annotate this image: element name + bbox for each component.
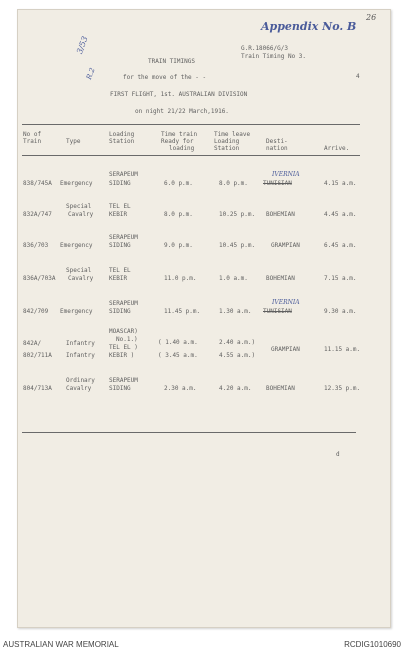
train-number: 842/709 — [23, 308, 49, 315]
column-header-leave: Loading — [214, 138, 240, 145]
date-line: on night 21/22 March,1916. — [135, 108, 229, 115]
train-type: Special — [66, 203, 92, 210]
train-type: Emergency — [60, 308, 93, 315]
column-header-type: Type — [66, 138, 81, 145]
handwritten-correction: IVERNIA — [272, 171, 300, 178]
column-header-leave: Time leave — [214, 131, 251, 138]
reference-number: G.R.18066/G/3 — [241, 45, 288, 52]
train-type: Cavalry — [68, 275, 94, 282]
destination: BOHEMIAN — [266, 275, 295, 282]
leave-time: 8.0 p.m. — [219, 180, 248, 187]
train-type: Emergency — [60, 242, 93, 249]
loading-station: SERAPEUM — [109, 234, 138, 241]
loading-station: SIDING — [109, 180, 131, 187]
margin-note: 3/53 — [75, 35, 90, 56]
loading-station: KEBIR — [109, 275, 128, 282]
column-header-train: No of — [23, 131, 42, 138]
train-number: 832A/747 — [23, 211, 52, 218]
destination: GRAMPIAN — [271, 346, 300, 353]
train-type: Cavalry — [68, 211, 94, 218]
leave-time: 2.40 a.m.) — [219, 339, 256, 346]
loading-station: SERAPEUM — [109, 377, 138, 384]
document-subtitle: for the move of the - - — [123, 74, 207, 81]
ready-time: 11.45 p.m. — [164, 308, 201, 315]
loading-station: KEBIR — [109, 211, 128, 218]
column-header-loading: Station — [109, 138, 135, 145]
column-header-arrive: Arrive. — [324, 145, 350, 152]
train-number: 836/703 — [23, 242, 49, 249]
header-rule — [22, 124, 360, 125]
train-type: Infantry — [66, 352, 95, 359]
loading-station: TEL EL — [109, 267, 131, 274]
loading-station: TEL EL — [109, 203, 131, 210]
loading-station: SIDING — [109, 385, 131, 392]
leave-time: 4.55 a.m.) — [219, 352, 256, 359]
train-number: 838/745A — [23, 180, 52, 187]
column-header-ready: loading — [169, 145, 195, 152]
arrival-time: 9.30 a.m. — [324, 308, 357, 315]
loading-station: TEL EL ) — [109, 344, 138, 351]
train-type: Special — [66, 267, 92, 274]
train-type: Cavalry — [66, 385, 92, 392]
ready-time: ( 3.45 a.m. — [158, 352, 198, 359]
destination: BOHEMIAN — [266, 385, 295, 392]
train-number: 836A/703A — [23, 275, 56, 282]
header-mark: 4 — [356, 73, 360, 80]
leave-time: 10.25 p.m. — [219, 211, 256, 218]
column-header-ready: Ready for — [161, 138, 194, 145]
archive-credit: AUSTRALIAN WAR MEMORIAL — [3, 640, 119, 649]
document-page — [17, 9, 391, 628]
loading-station: KEBIR ) — [109, 352, 135, 359]
column-header-destination: nation — [266, 145, 288, 152]
column-header-destination: Desti- — [266, 138, 288, 145]
column-header-leave: Station — [214, 145, 240, 152]
leave-time: 1.0 a.m. — [219, 275, 248, 282]
loading-station: No.1.) — [116, 336, 138, 343]
arrival-time: 4.15 a.m. — [324, 180, 357, 187]
ready-time: ( 1.40 a.m. — [158, 339, 198, 346]
leave-time: 10.45 p.m. — [219, 242, 256, 249]
column-header-loading: Loading — [109, 131, 135, 138]
loading-station: SERAPEUM — [109, 300, 138, 307]
handwritten-correction: IVERNIA — [272, 299, 300, 306]
train-number: 802/711A — [23, 352, 52, 359]
ready-time: 2.30 a.m. — [164, 385, 197, 392]
destination: BOHEMIAN — [266, 211, 295, 218]
document-title: TRAIN TIMINGS — [148, 58, 195, 65]
leave-time: 4.20 a.m. — [219, 385, 252, 392]
appendix-label: Appendix No. B — [261, 20, 357, 33]
destination: TUNISIAN — [263, 308, 292, 315]
arrival-time: 7.15 a.m. — [324, 275, 357, 282]
column-header-train: Train — [23, 138, 42, 145]
loading-station: SERAPEUM — [109, 171, 138, 178]
bottom-mark: d — [336, 451, 340, 458]
arrival-time: 12.35 p.m. — [324, 385, 361, 392]
train-type: Emergency — [60, 180, 93, 187]
destination: GRAMPIAN — [271, 242, 300, 249]
arrival-time: 6.45 a.m. — [324, 242, 357, 249]
leave-time: 1.30 a.m. — [219, 308, 252, 315]
page-number: 26 — [366, 13, 377, 22]
train-number: 804/713A — [23, 385, 52, 392]
loading-station: SIDING — [109, 242, 131, 249]
ready-time: 9.0 p.m. — [164, 242, 193, 249]
loading-station: SIDING — [109, 308, 131, 315]
train-number: 842A/ — [23, 340, 42, 347]
arrival-time: 11.15 a.m. — [324, 346, 361, 353]
loading-station: MOASCAR) — [109, 328, 138, 335]
train-type: Infantry — [66, 340, 95, 347]
column-header-ready: Time train — [161, 131, 198, 138]
train-timing-number: Train Timing No 3. — [241, 53, 307, 60]
ready-time: 11.0 p.m. — [164, 275, 197, 282]
division-title: FIRST FLIGHT, 1st. AUSTRALIAN DIVISION — [110, 91, 248, 98]
table-header-rule — [22, 155, 360, 156]
train-type: Ordinary — [66, 377, 95, 384]
destination: TUNISIAN — [263, 180, 292, 187]
margin-note: R.2 — [85, 66, 97, 81]
table-bottom-rule — [22, 432, 356, 433]
archive-reference: RCDIG1010690 — [344, 640, 401, 649]
ready-time: 8.0 p.m. — [164, 211, 193, 218]
arrival-time: 4.45 a.m. — [324, 211, 357, 218]
ready-time: 6.0 p.m. — [164, 180, 193, 187]
